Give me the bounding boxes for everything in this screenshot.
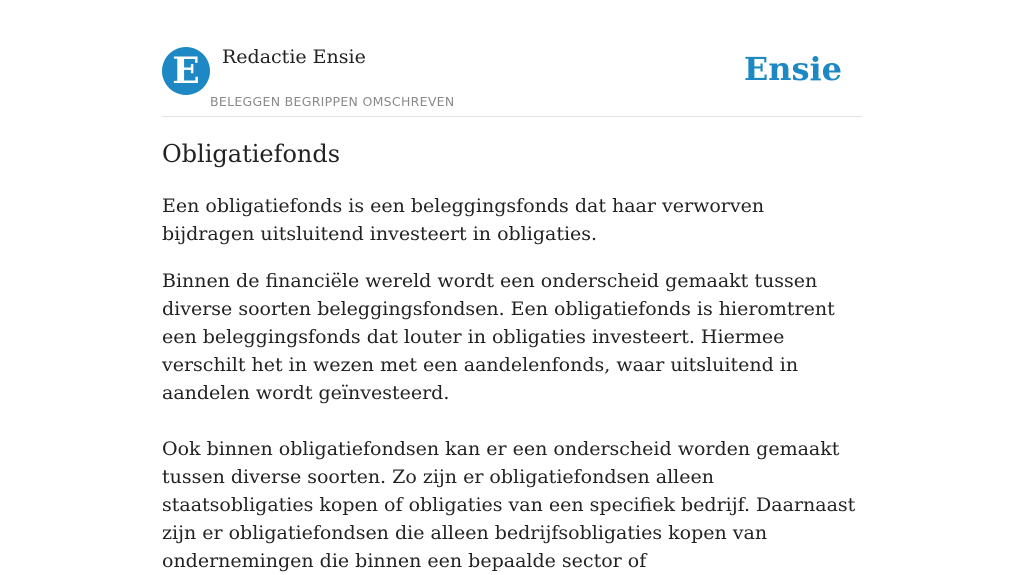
article-lead: Een obligatiefonds is een beleggingsfonds dat haar verworven bijdragen uitsluitend investeert in obligaties. bbox=[162, 195, 765, 245]
article-paragraph: Binnen de financiële wereld wordt een onderscheid gemaakt tussen diverse soorten beleggingsfondsen. Een obligatiefonds is hieromtrent een beleggingsfonds dat louter in obligaties investeert. Hiermee verschilt het in wezen met een aandelenfonds, waar uitsluitend in aandelen wordt geïnvesteerd. bbox=[162, 270, 835, 404]
article-body bbox=[162, 136, 862, 575]
brand-logo[interactable]: Ensie bbox=[743, 50, 842, 88]
author-name[interactable]: Redactie Ensie bbox=[222, 46, 366, 68]
article-paragraph: Ook binnen obligatiefondsen kan er een onderscheid worden gemaakt tussen diverse soorten. Zo zijn er obligatiefondsen alleen staatsobligaties kopen of obligaties van een specifiek bedrijf. Daarnaast zijn er obligatiefondsen die alleen bedrijfsobligaties kopen van ondernemingen die binnen een bepaalde sector of bbox=[162, 438, 856, 572]
ensie-logo-icon[interactable]: E bbox=[162, 47, 210, 95]
article-header bbox=[162, 44, 862, 117]
category-label[interactable]: BELEGGEN BEGRIPPEN OMSCHREVEN bbox=[210, 94, 455, 109]
page-title: Obligatiefonds bbox=[162, 140, 341, 168]
